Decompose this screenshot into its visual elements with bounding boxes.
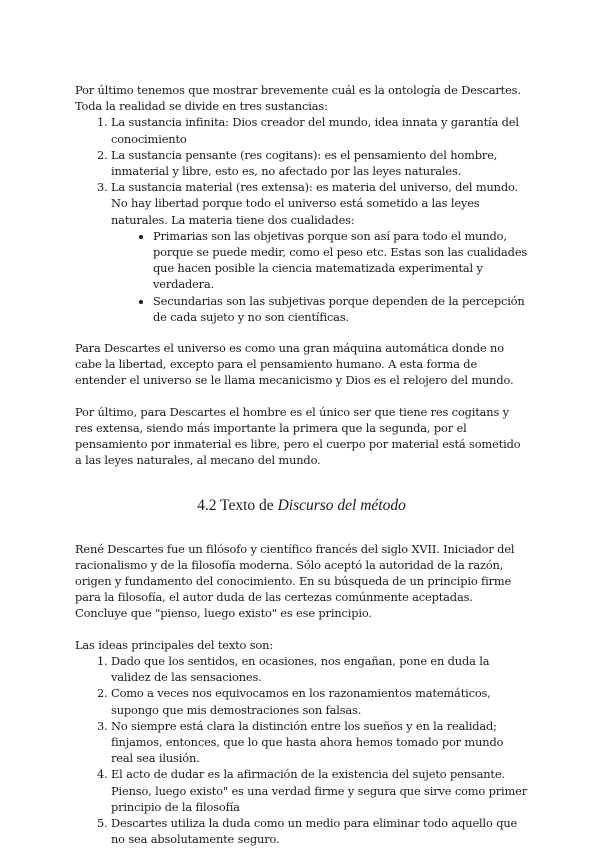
list-item: • Primarias son las objetivas porque son así para todo el mundo, porque se puede medir, como el peso etc. Estas son las cualidades que hacen posible la ciencia matematizada experimental y verdadera. xyxy=(153,228,528,293)
list-item: 3. No siempre está clara la distinción entre los sueños y en la realidad; finjamos, entonces, que lo que hasta ahora hemos tomado por mundo real sea ilusión. xyxy=(111,718,528,767)
list-item: 1. La sustancia infinita: Dios creador del mundo, idea innata y garantía del conocimiento xyxy=(111,114,528,146)
qualities-list xyxy=(111,228,528,325)
substances-list xyxy=(75,114,528,325)
descartes-intro: René Descartes fue un filósofo y científico francés del siglo XVII. Iniciador del racionalismo y de la filosofía moderna. Sólo aceptó la autoridad de la razón, origen y fundamento del conocimiento. En su búsqueda de un principio firme para la filosofía, el autor duda de las certezas comúnmente aceptadas. Concluye que "pienso, luego existo" es ese principio. xyxy=(75,541,515,621)
ideas-label: Las ideas principales del texto son: xyxy=(75,637,273,652)
list-item: 2. La sustancia pensante (res cogitans): es el pensamiento del hombre, inmaterial y libre, esto es, no afectado por las leyes naturales. xyxy=(111,147,528,179)
list-item: • Secundarias son las subjetivas porque dependen de la percepción de cada sujeto y no son científicas. xyxy=(153,293,528,325)
list-item: 5. Descartes utiliza la duda como un medio para eliminar todo aquello que no sea absolutamente seguro. xyxy=(111,815,528,847)
section-heading-title: Discurso del método xyxy=(277,497,406,515)
mechanism-paragraph: Para Descartes el universo es como una gran máquina automática donde no cabe la libertad, excepto para el pensamiento humano. A esta forma de entender el universo se le llama mecanicismo y Dios es el relojero del mundo. xyxy=(75,341,514,388)
list-item-text: La sustancia material (res extensa): es materia del universo, del mundo. No hay libertad porque todo el universo está sometido a las leyes naturales. La materia tiene dos cualidades: xyxy=(111,180,518,227)
list-item: 2. Como a veces nos equivocamos en los razonamientos matemáticos, supongo que mis demostraciones son falsas. xyxy=(111,685,528,717)
list-item: 4. El acto de dudar es la afirmación de la existencia del sujeto pensante. Pienso, luego existo" es una verdad firme y segura que sirve como primer principio de la filosofía xyxy=(111,766,528,815)
section-heading xyxy=(75,498,528,514)
man-paragraph: Por último, para Descartes el hombre es el único ser que tiene res cogitans y res extensa, siendo más importante la primera que la segunda, por el pensamiento por inmaterial es libre, pero el cuerpo por material está sometido a las leyes naturales, al mecano del mundo. xyxy=(75,404,521,468)
section-heading-prefix: 4.2 Texto de xyxy=(197,497,278,515)
ontology-intro: Por último tenemos que mostrar brevemente cuál es la ontología de Descartes. Toda la realidad se divide en tres sustancias: xyxy=(75,83,521,114)
list-item xyxy=(111,179,528,325)
list-item: 1. Dado que los sentidos, en ocasiones, nos engañan, pone en duda la validez de las sensaciones. xyxy=(111,653,528,685)
ideas-list xyxy=(75,653,528,847)
